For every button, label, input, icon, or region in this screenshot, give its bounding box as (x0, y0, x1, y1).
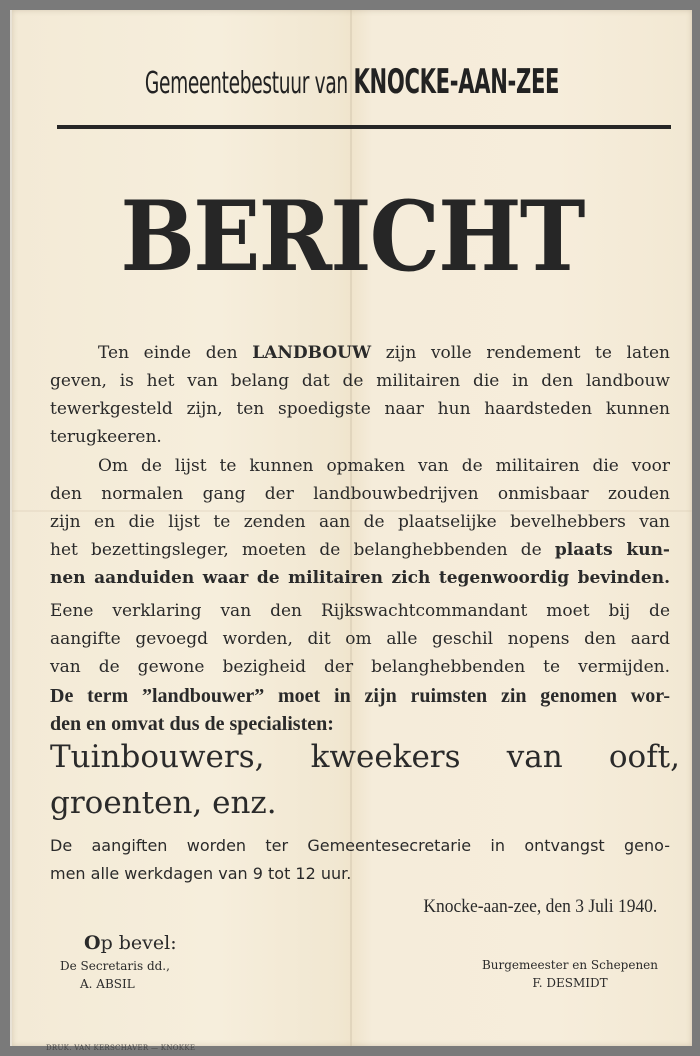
notice-title: BERICHT (120, 180, 584, 293)
text-line: Ten einde den LANDBOUW zijn volle rendement te laten (98, 343, 670, 363)
dateline: Knocke-aan-zee, den 3 Juli 1940. (423, 896, 657, 917)
text-line: tewerkgesteld zijn, ten spoedigste naar hun haardsteden kunnen (50, 399, 670, 419)
text-line: den normalen gang der landbouwbedrijven onmisbaar zouden (50, 484, 670, 504)
header-divider (57, 125, 671, 129)
text-line: terugkeeren. (50, 427, 162, 447)
secretary-role: De Secretaris dd., (60, 959, 170, 973)
emphasis-plaats: plaats kun- (554, 540, 670, 560)
mayor-role: Burgemeester en Schepenen (481, 958, 659, 972)
text-line: men alle werkdagen van 9 tot 12 uur. (50, 864, 352, 883)
emphasis-landbouw: LANDBOUW (252, 343, 372, 363)
paragraph-declaration (50, 597, 670, 681)
text-line: nen aanduiden waar de militairen zich tegenwoordig bevinden. (50, 568, 670, 588)
printer-imprint: DRUK. VAN KERSCHAVER — KNOKKE (46, 1044, 196, 1052)
text-line: den en omvat dus de specialisten: (50, 713, 334, 735)
text-line: De term ”landbouwer” moet in zijn ruimsten zin genomen wor- (50, 685, 670, 707)
specialists-list (50, 734, 680, 826)
text-line: het bezettingsleger, moeten de belanghebbenden de plaats kun- (50, 540, 670, 560)
secretary-name: A. ABSIL (80, 977, 135, 991)
paragraph-list (50, 452, 670, 592)
signature-mayor (470, 956, 670, 992)
text-line: aangifte gevoegd worden, dit om alle geschil nopens den aard (50, 629, 670, 649)
text-line: Om de lijst te kunnen opmaken van de militairen die voor (98, 456, 670, 476)
poster (10, 10, 692, 1052)
text-line: van de gewone bezigheid der belanghebbenden te vermijden. (50, 657, 670, 677)
text-line: zijn en die lijst te zenden aan de plaatselijke bevelhebbers van (50, 512, 670, 532)
text-line: De aangiften worden ter Gemeentesecretarie in ontvangst geno- (50, 836, 670, 855)
paragraph-definition (50, 682, 670, 738)
paragraph-agriculture (50, 339, 670, 451)
mayor-name: F. DESMIDT (532, 976, 608, 990)
signature-secretary (60, 929, 177, 993)
text-line: Eene verklaring van den Rijkswachtcommandant moet bij de (50, 601, 670, 621)
paragraph-office-hours (50, 832, 670, 888)
text-line: groenten, enz. (50, 785, 277, 821)
header-prefix: Gemeentebestuur van (144, 66, 348, 101)
text-line: Tuinbouwers, kweekers van ooft, (50, 739, 680, 775)
text-line: geven, is het van belang dat de militairen die in den landbouw (50, 371, 670, 391)
municipality-header (141, 62, 563, 102)
order-label: Op bevel: (84, 932, 177, 954)
header-municipality: KNOCKE-AAN-ZEE (353, 62, 560, 102)
